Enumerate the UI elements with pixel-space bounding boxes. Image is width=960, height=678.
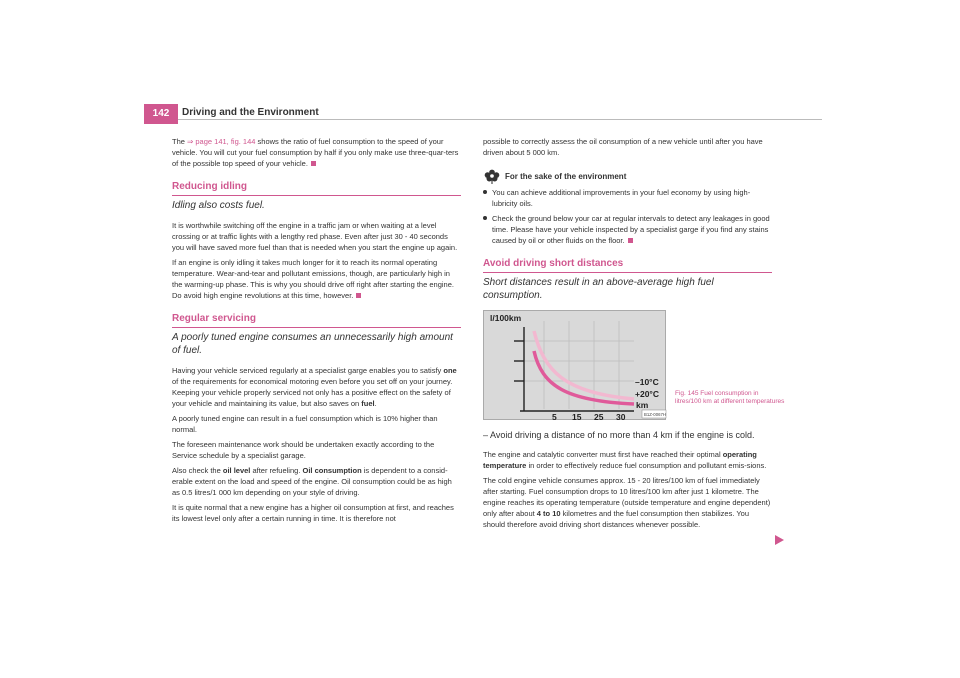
short-distances-paragraph-1: The engine and catalytic converter must first have reached their optimal operating temperature in order to effectively reduce fuel consumption and pollutant emis-sions. <box>483 450 767 470</box>
environment-bullet-1: You can achieve additional improvements in your fuel economy by using high-lubricity oils. <box>483 187 772 209</box>
environment-bullet-2: Check the ground below your car at regular intervals to detect any leakages in good time. Please have your vehicle inspected by a specialist garge if you find any stains caused by oil or other fluids on the floor. <box>483 213 772 246</box>
idling-paragraph-1: It is worthwhile switching off the engine in a traffic jam or when waiting at a level crossing or at traffic lights with a lengthy red phase. Even after just 30 - 40 seconds you will have saved more fuel than that is needed when you start the engine up again. <box>172 221 458 252</box>
legend-cold: –10°C <box>635 377 659 387</box>
figure-code: B1Z-0067H <box>644 412 666 417</box>
section-end-marker <box>311 161 316 166</box>
environment-note-heading: For the sake of the environment <box>483 168 772 184</box>
bullet-dot <box>483 216 487 220</box>
servicing-paragraph-5: It is quite normal that a new engine has a higher oil consumption at first, and reaches its lowest level only after a certain running in time. It is therefore not <box>172 503 454 523</box>
header-divider <box>178 119 822 120</box>
idling-paragraph-2: If an engine is only idling it takes much longer for it to reach its normal operating temperature. Wear-and-tear and pollutant emissions, though, are particularly high in the warming-up phase. This is why you should drive off right after starting the engine. Do avoid high engine revolutions at this time, however. <box>172 258 454 300</box>
bullet-dot <box>483 190 487 194</box>
page-number: 142 <box>144 104 178 124</box>
fuel-consumption-figure <box>483 310 666 420</box>
short-distances-paragraph-2: The cold engine vehicle consumes approx. 15 - 20 litres/100 km of fuel immediately after starting. Fuel consumption drops to 10 litres/100 km after just 1 kilometre. The engine reaches its operating temperature (outside temperature and engine dependent) only after about 4 to 10 kilometres and the fuel consumption then stabilizes. You should therefore avoid driving short distances whenever possible. <box>483 476 771 529</box>
page-reference-link[interactable]: ⇒ page 141, fig. 144 <box>187 137 256 146</box>
flower-icon <box>483 168 501 184</box>
intro-paragraph: The ⇒ page 141, fig. 144 shows the ratio of fuel consumption to the speed of your vehicle. You will cut your fuel consumption by half if you only make use three-quar-ters of the possible top speed of your vehicle. <box>172 137 459 168</box>
subheading-short-distances: Short distances result in an above-average high fuel consumption. <box>483 277 714 301</box>
next-page-arrow-icon[interactable] <box>775 535 784 545</box>
x-tick-label: 30 <box>616 412 626 421</box>
servicing-paragraph-3: The foreseen maintenance work should be undertaken exactly according to the Service schedule by a specialist garage. <box>172 440 435 460</box>
action-step: – Avoid driving a distance of no more than 4 km if the engine is cold. <box>483 430 755 440</box>
legend-warm: +20°C <box>635 389 659 399</box>
section-end-marker <box>628 238 633 243</box>
figure-caption: Fig. 145 Fuel consumption in litres/100 km at different temperatures <box>675 390 785 405</box>
servicing-paragraph-1: Having your vehicle serviced regularly at a specialist garge enables you to satisfy one of the requirements for economical motoring even before you set off on your journey. Keeping your vehicle properly serviced not only has a positive effect on the safety of your vehicle and maintaining its value, but also saves on fuel. <box>172 366 457 408</box>
heading-short-distances: Avoid driving short distances <box>483 258 772 273</box>
subheading-idling: Idling also costs fuel. <box>172 200 265 211</box>
continuation-paragraph: possible to correctly assess the oil consumption of a new vehicle until after you have driven about 5 000 km. <box>483 137 763 157</box>
x-axis-unit: km <box>636 400 649 410</box>
heading-reducing-idling: Reducing idling <box>172 181 461 196</box>
x-tick-label: 25 <box>594 412 604 421</box>
fuel-consumption-chart <box>484 311 667 421</box>
right-column <box>483 136 772 534</box>
servicing-paragraph-4: Also check the oil level after refueling. Oil consumption is dependent to a consid-erable extent on the load and speed of the engine. Oil consumption could be as high as 0.5 litres/1 000 km depending on your style of driving. <box>172 466 452 497</box>
left-column <box>172 136 461 528</box>
y-axis-unit: l/100km <box>490 313 522 323</box>
section-title: Driving and the Environment <box>182 107 319 118</box>
x-tick-label: 15 <box>572 412 582 421</box>
servicing-paragraph-2: A poorly tuned engine can result in a fuel consumption which is 10% higher than normal. <box>172 414 438 434</box>
subheading-servicing: A poorly tuned engine consumes an unnecessarily high amount of fuel. <box>172 332 453 356</box>
heading-regular-servicing: Regular servicing <box>172 313 461 328</box>
section-end-marker <box>356 293 361 298</box>
x-tick-label: 5 <box>552 412 557 421</box>
